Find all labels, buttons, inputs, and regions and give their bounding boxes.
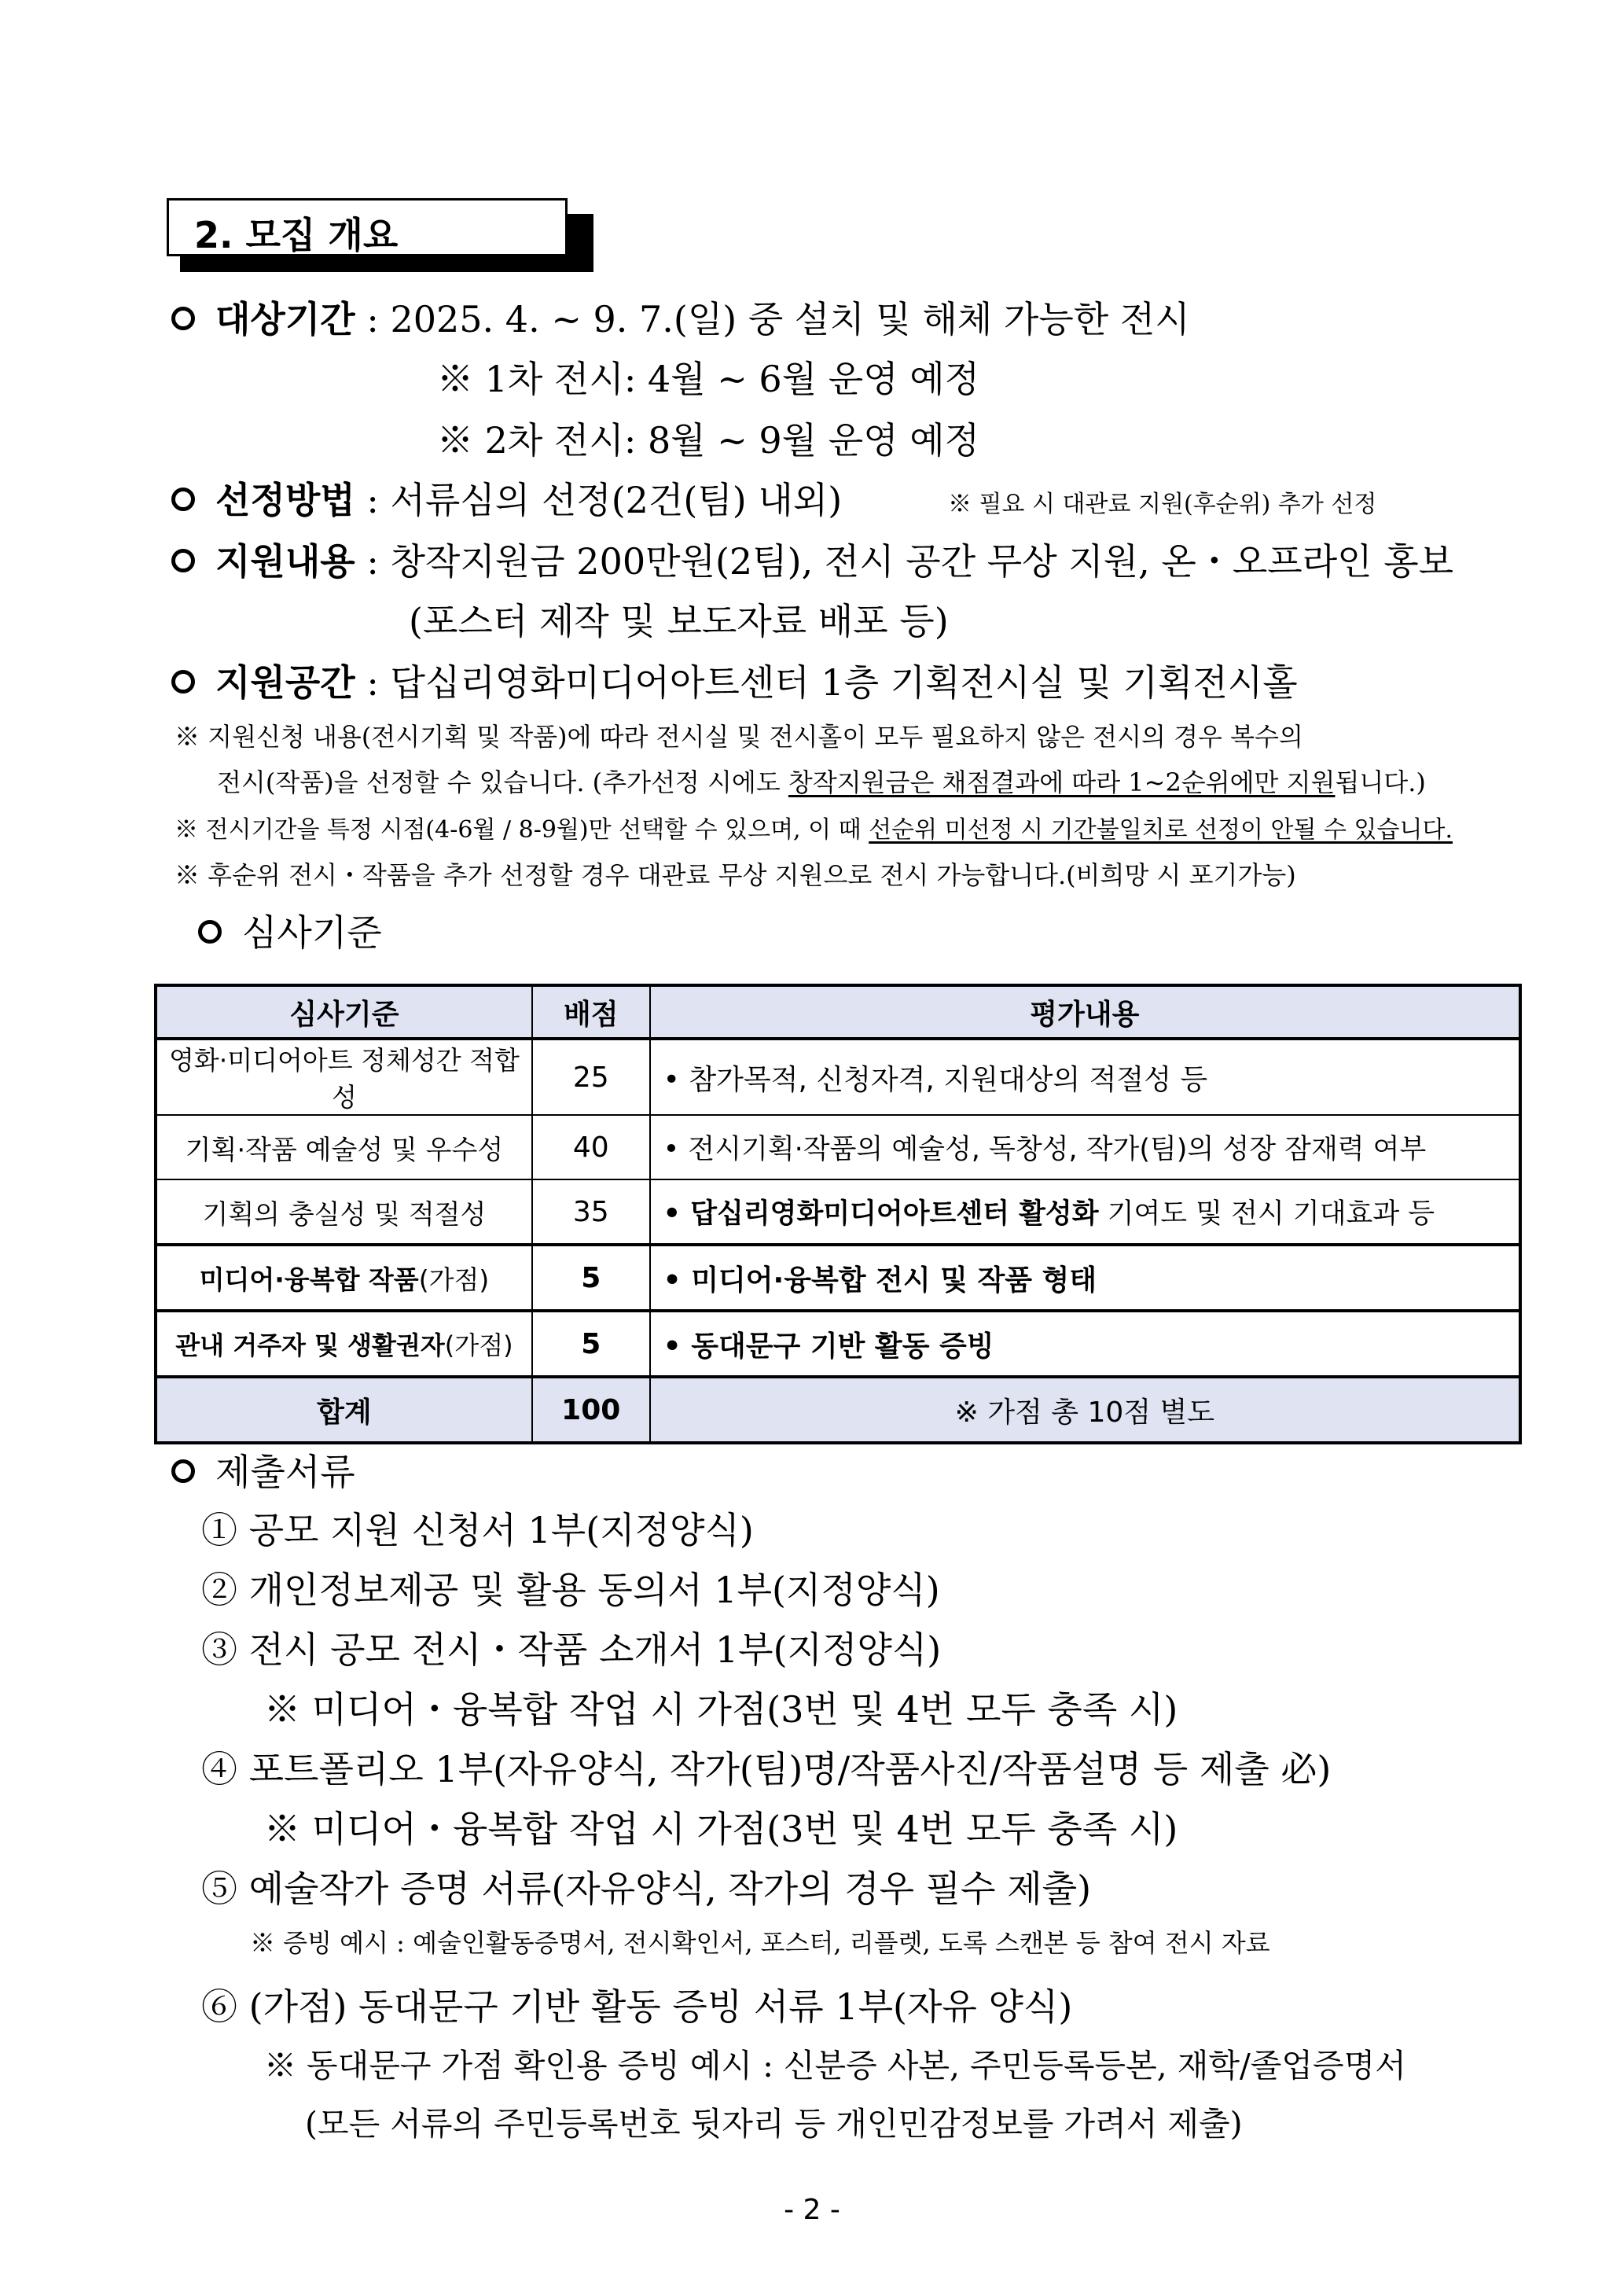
circle-bullet-icon [171,1459,195,1483]
circle-bullet-icon [171,670,195,694]
document-note: (모든 서류의 주민등록번호 뒷자리 등 개인민감정보를 가려서 제출) [305,2105,1243,2143]
table-total-row [156,1377,1520,1443]
score-cell: 5 [532,1311,650,1377]
note-2-pre: ※ 전시기간을 특정 시점(4-6월 / 8-9월)만 선택할 수 있으며, 이 때 [175,816,869,844]
support-text: : 창작지원금 200만원(2팀), 전시 공간 무상 지원, 온・오프라인 홍보 [366,540,1454,583]
period-text: : 2025. 4. ~ 9. 7.(일) 중 설치 및 해체 가능한 전시 [366,298,1190,340]
document-item: ④ 포트폴리오 1부(자유양식, 작가(팀)명/작품사진/작품설명 등 제출 必) [201,1748,1332,1790]
document-item: ② 개인정보제공 및 활용 동의서 1부(지정양식) [201,1569,940,1611]
documents-heading-line [171,1444,355,1496]
period-label: 대상기간 [215,298,355,340]
score-cell: 40 [532,1115,650,1179]
content-bold: • 답십리영화미디어아트센터 활성화 [663,1198,1099,1230]
selection-text: : 서류심의 선정(2건(팀) 내외) [366,479,843,521]
circle-bullet-icon [171,488,195,511]
note-1b-pre: 전시(작품)을 선정할 수 있습니다. (추가선정 시에도 [217,767,788,797]
document-item: ③ 전시 공모 전시・작품 소개서 1부(지정양식) [201,1628,942,1671]
documents-heading: 제출서류 [215,1451,355,1493]
document-note: ※ 증빙 예시 : 예술인활동증명서, 전시확인서, 포스터, 리플렛, 도록 스캔본 등 참여 전시 자료 [250,1928,1270,1958]
period-note-2: ※ 2차 전시: 8월 ~ 9월 운영 예정 [437,419,980,462]
circle-bullet-icon [171,549,195,572]
space-label: 지원공간 [215,661,355,704]
criteria-heading: 심사기준 [242,911,382,954]
document-note: ※ 미디어・융복합 작업 시 가점(3번 및 4번 모두 충족 시) [264,1808,1178,1850]
score-cell: 35 [532,1179,650,1245]
selection-label: 선정방법 [215,479,355,521]
selection-note: ※ 필요 시 대관료 지원(후순위) 추가 선정 [948,491,1377,518]
total-label: 합계 [156,1377,532,1443]
circle-bullet-icon [198,920,222,944]
content-normal: 기여도 및 전시 기대효과 등 [1098,1198,1435,1230]
document-item: ⑤ 예술작가 증명 서류(자유양식, 작가의 경우 필수 제출) [201,1867,1092,1910]
criterion-cell [156,1245,532,1311]
table-row [156,1311,1520,1377]
score-cell: 25 [532,1039,650,1115]
criterion-cell [156,1311,532,1377]
space-line [171,654,1298,706]
note-1b-underlined: 창작지원금은 채점결과에 따라 1~2순위에만 지원 [788,767,1336,797]
table-row [156,1039,1520,1115]
note-2-underlined: 선순위 미선정 시 기간불일치로 선정이 안될 수 있습니다. [869,816,1453,844]
content-cell: • 미디어·융복합 전시 및 작품 형태 [650,1245,1520,1311]
note-3: ※ 후순위 전시・작품을 추가 선정할 경우 대관료 무상 지원으로 전시 가능합니다.(비희망 시 포기가능) [175,860,1296,890]
criterion-cell: 기획·작품 예술성 및 우수성 [156,1115,532,1179]
note-1b-post: 됩니다.) [1335,767,1426,797]
support-text-2: (포스터 제작 및 보도자료 배포 등) [409,600,949,642]
table-header: 평가내용 [650,985,1520,1039]
period-note-1: ※ 1차 전시: 4월 ~ 6월 운영 예정 [437,358,980,400]
criteria-table [154,984,1522,1444]
period-line [171,291,1190,343]
total-score: 100 [532,1377,650,1443]
section-title: 2. 모집 개요 [194,214,399,256]
table-row [156,1245,1520,1311]
table-row [156,1179,1520,1245]
content-cell [650,1179,1520,1245]
document-note: ※ 미디어・융복합 작업 시 가점(3번 및 4번 모두 충족 시) [264,1688,1178,1731]
table-row [156,1115,1520,1179]
selection-line [171,472,842,524]
support-line [171,533,1453,585]
support-label: 지원내용 [215,540,355,583]
content-cell: • 참가목적, 신청자격, 지원대상의 적절성 등 [650,1039,1520,1115]
score-cell: 5 [532,1245,650,1311]
criterion-cell: 기획의 충실성 및 적절성 [156,1179,532,1245]
content-cell: • 전시기획·작품의 예술성, 독창성, 작가(팀)의 성장 잠재력 여부 [650,1115,1520,1179]
content-cell: • 동대문구 기반 활동 증빙 [650,1311,1520,1377]
table-header: 배점 [532,985,650,1039]
total-note: ※ 가점 총 10점 별도 [650,1377,1520,1443]
criterion-cell: 영화·미디어아트 정체성간 적합성 [156,1039,532,1115]
table-header: 심사기준 [156,985,532,1039]
section-title-box [167,198,568,256]
table-header-row [156,985,1520,1039]
document-note: ※ 동대문구 가점 확인용 증빙 예시 : 신분증 사본, 주민등록등본, 재학/졸업증명서 [264,2047,1406,2084]
criterion-text: 미디어·융복합 작품 [199,1264,419,1295]
criterion-suffix: (가점) [444,1330,513,1360]
criteria-heading-line [198,904,382,956]
note-1b [217,763,1426,799]
note-2 [175,810,1453,844]
circle-bullet-icon [171,307,195,330]
note-1a: ※ 지원신청 내용(전시기획 및 작품)에 따라 전시실 및 전시홀이 모두 필요하지 않은 전시의 경우 복수의 [175,722,1303,752]
document-item: ① 공모 지원 신청서 1부(지정양식) [201,1509,754,1551]
space-text: : 답십리영화미디어아트센터 1층 기획전시실 및 기획전시홀 [366,661,1298,704]
document-item: ⑥ (가점) 동대문구 기반 활동 증빙 서류 1부(자유 양식) [201,1985,1073,2028]
criterion-suffix: (가점) [418,1264,490,1295]
page-number: - 2 - [784,2194,840,2226]
criterion-text: 관내 거주자 및 생활권자 [175,1330,445,1360]
